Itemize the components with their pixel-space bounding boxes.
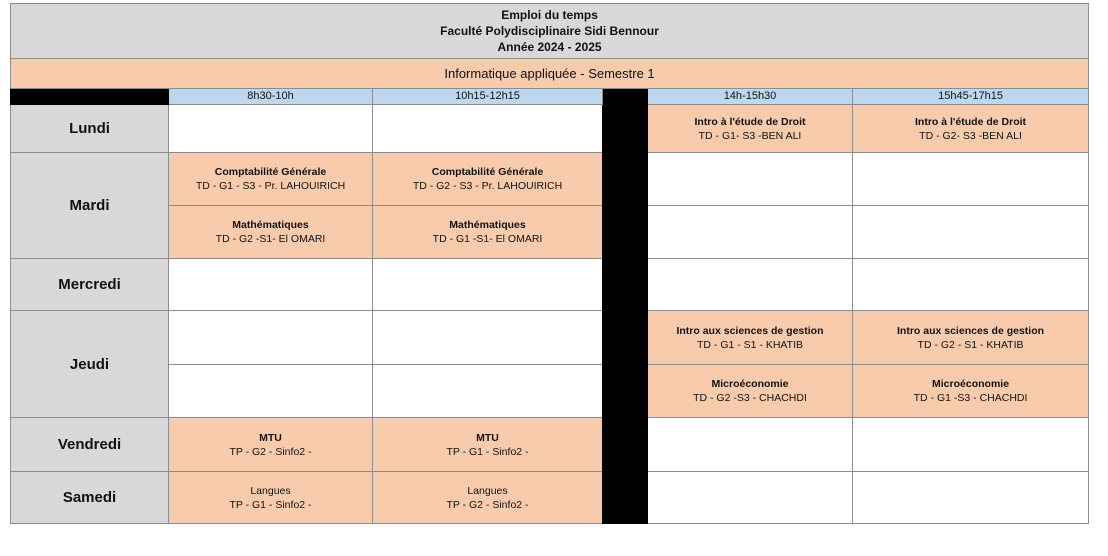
timetable-sheet bbox=[10, 3, 1088, 524]
time-slot-2: 10h15-12h15 bbox=[373, 89, 603, 105]
empty-slot bbox=[648, 259, 853, 311]
session-detail: TP - G2 - Sinfo2 - bbox=[446, 498, 529, 511]
empty-slot bbox=[853, 259, 1089, 311]
empty-slot bbox=[169, 365, 373, 418]
program-banner: Informatique appliquée - Semestre 1 bbox=[11, 59, 1089, 89]
session-cell bbox=[373, 153, 603, 206]
session-title: Microéconomie bbox=[711, 378, 789, 390]
empty-slot bbox=[169, 311, 373, 365]
empty-slot bbox=[648, 418, 853, 472]
time-slot-4: 15h45-17h15 bbox=[853, 89, 1089, 105]
session-cell bbox=[648, 105, 853, 153]
timetable bbox=[10, 3, 1089, 524]
empty-slot bbox=[853, 153, 1089, 206]
empty-slot bbox=[648, 206, 853, 259]
time-slot-row bbox=[11, 89, 1089, 105]
session-detail: TD - G1 - S3 - Pr. LAHOUIRICH bbox=[195, 180, 346, 192]
session-cell bbox=[169, 206, 373, 259]
session-cell bbox=[373, 206, 603, 259]
day-label-mercredi: Mercredi bbox=[11, 259, 169, 311]
session-cell bbox=[853, 365, 1089, 418]
session-title: Microéconomie bbox=[932, 378, 1010, 390]
day-label-vendredi: Vendredi bbox=[11, 418, 169, 472]
session-detail: TD - G1 - S1 - KHATIB bbox=[697, 338, 803, 351]
session-cell bbox=[373, 472, 603, 524]
session-detail: TD - G2 - S3 - Pr. LAHOUIRICH bbox=[412, 180, 563, 192]
session-detail: TD - G1- S3 -BEN ALI bbox=[698, 129, 802, 142]
header-faculty: Faculté Polydisciplinaire Sidi Bennour bbox=[440, 24, 659, 38]
session-title: Intro à l'étude de Droit bbox=[915, 115, 1027, 128]
empty-slot bbox=[648, 153, 853, 206]
empty-slot bbox=[853, 418, 1089, 472]
session-title: Intro à l'étude de Droit bbox=[694, 115, 806, 128]
day-row-vendredi bbox=[11, 418, 1089, 472]
day-row-mardi-b bbox=[11, 206, 1089, 259]
day-label-mardi: Mardi bbox=[11, 153, 169, 259]
session-cell bbox=[648, 311, 853, 365]
day-row-lundi bbox=[11, 105, 1089, 153]
day-row-mardi-a bbox=[11, 153, 1089, 206]
empty-slot bbox=[373, 259, 603, 311]
session-cell bbox=[169, 418, 373, 472]
corner-cell bbox=[11, 89, 169, 105]
session-cell bbox=[169, 153, 373, 206]
session-detail: TD - G2 -S3 - CHACHDI bbox=[693, 392, 807, 404]
empty-slot bbox=[853, 206, 1089, 259]
lunch-separator bbox=[603, 89, 648, 524]
session-detail: TD - G2 - S1 - KHATIB bbox=[917, 338, 1024, 351]
empty-slot bbox=[373, 105, 603, 153]
empty-slot bbox=[169, 259, 373, 311]
timetable-header bbox=[11, 4, 1089, 59]
session-detail: TD - G1 -S3 - CHACHDI bbox=[913, 392, 1028, 404]
day-row-mercredi bbox=[11, 259, 1089, 311]
session-title: MTU bbox=[259, 431, 282, 444]
session-title: Langues bbox=[250, 484, 291, 497]
session-cell bbox=[373, 418, 603, 472]
session-detail: TP - G1 - Sinfo2 - bbox=[446, 445, 529, 458]
session-title: Intro aux sciences de gestion bbox=[676, 324, 824, 337]
day-label-jeudi: Jeudi bbox=[11, 311, 169, 418]
empty-slot bbox=[853, 472, 1089, 524]
time-slot-1: 8h30-10h bbox=[169, 89, 373, 105]
session-title: MTU bbox=[476, 431, 499, 444]
session-cell bbox=[648, 365, 853, 418]
session-detail: TD - G2- S3 -BEN ALI bbox=[919, 129, 1022, 142]
session-detail: TD - G1 -S1- El OMARI bbox=[432, 233, 543, 245]
day-row-samedi bbox=[11, 472, 1089, 524]
session-detail: TP - G1 - Sinfo2 - bbox=[229, 498, 312, 511]
empty-slot bbox=[373, 365, 603, 418]
session-cell bbox=[169, 472, 373, 524]
header-title: Emploi du temps bbox=[501, 8, 598, 22]
empty-slot bbox=[169, 105, 373, 153]
session-title: Comptabilité Générale bbox=[431, 166, 544, 178]
session-title: Langues bbox=[467, 484, 508, 497]
empty-slot bbox=[648, 472, 853, 524]
session-title: Intro aux sciences de gestion bbox=[897, 324, 1045, 337]
empty-slot bbox=[373, 311, 603, 365]
session-detail: TP - G2 - Sinfo2 - bbox=[229, 445, 312, 458]
day-label-lundi: Lundi bbox=[11, 105, 169, 153]
session-title: Comptabilité Générale bbox=[214, 166, 327, 178]
day-label-samedi: Samedi bbox=[11, 472, 169, 524]
session-title: Mathématiques bbox=[449, 219, 526, 231]
session-cell bbox=[853, 311, 1089, 365]
time-slot-3: 14h-15h30 bbox=[648, 89, 853, 105]
day-row-jeudi-a bbox=[11, 311, 1089, 365]
session-cell bbox=[853, 105, 1089, 153]
day-row-jeudi-b bbox=[11, 365, 1089, 418]
header-year: Année 2024 - 2025 bbox=[497, 40, 602, 54]
session-title: Mathématiques bbox=[232, 219, 309, 231]
session-detail: TD - G2 -S1- El OMARI bbox=[215, 233, 326, 245]
